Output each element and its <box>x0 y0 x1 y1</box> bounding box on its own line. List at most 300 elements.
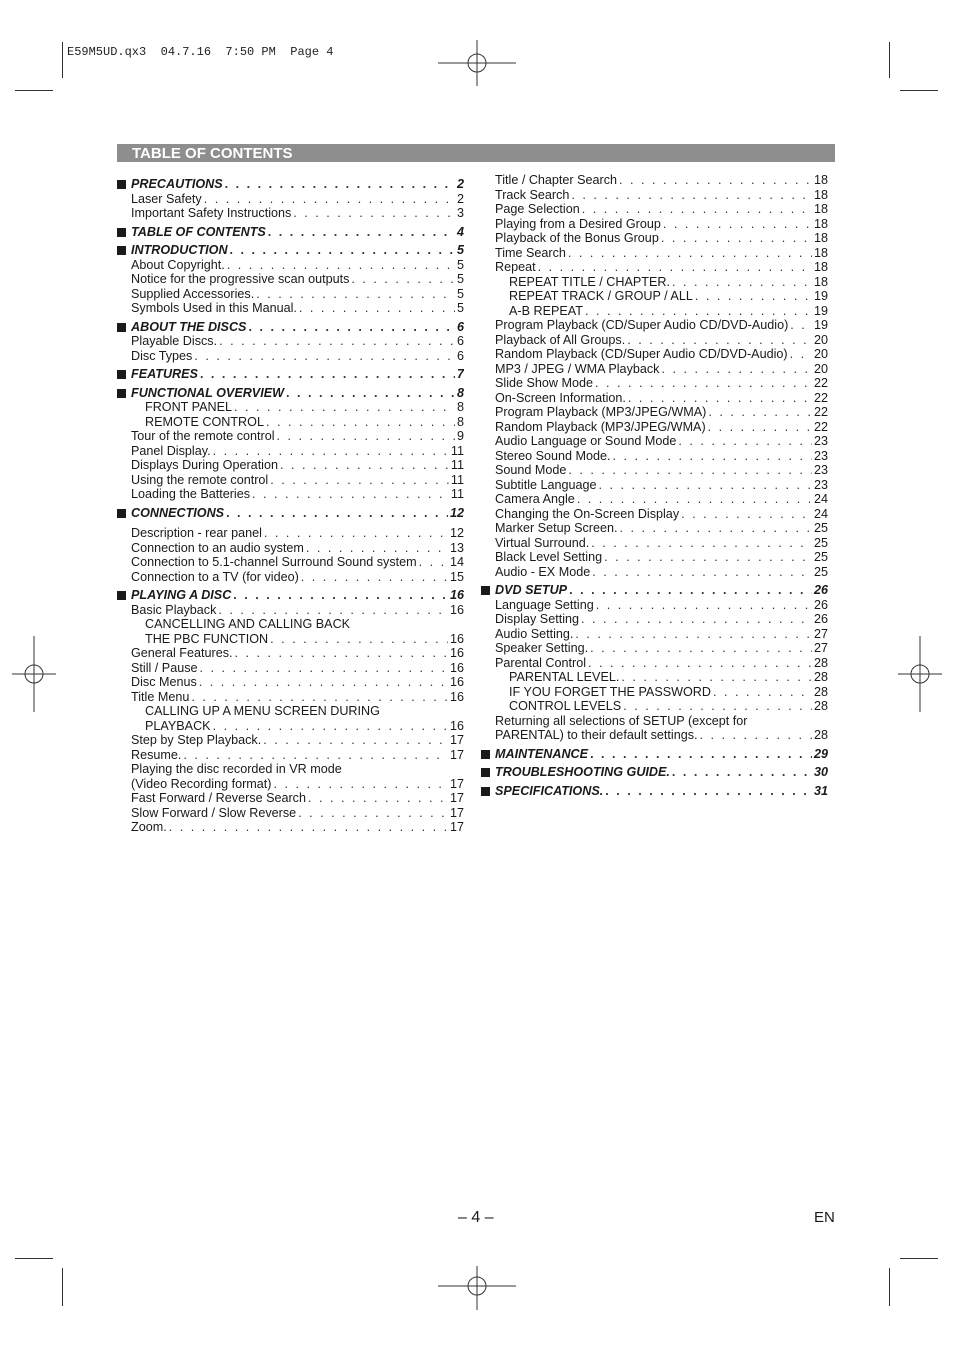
toc-page-number: 5 <box>456 301 464 315</box>
toc-entry-label <box>495 231 659 246</box>
toc-entry <box>480 612 828 627</box>
toc-page-number: 27 <box>813 626 828 641</box>
dot-leader <box>293 206 455 221</box>
dot-leader <box>619 173 812 188</box>
page-number: – 4 – <box>458 1209 494 1226</box>
toc-entry <box>480 685 828 700</box>
toc-entry-text: REPEAT TRACK / GROUP / ALL <box>509 289 693 303</box>
toc-page-number: 28 <box>813 670 828 684</box>
dot-leader <box>681 507 812 522</box>
toc-page-number: 18 <box>813 231 828 245</box>
toc-page-number: 19 <box>813 303 828 318</box>
toc-entry-text: Laser Safety <box>131 191 202 206</box>
toc-entry-text: Program Playback (MP3/JPEG/WMA) <box>495 405 707 419</box>
toc-entry-label <box>509 699 621 714</box>
dot-leader <box>268 225 455 240</box>
toc-entry-label <box>131 541 304 556</box>
dot-leader <box>627 333 812 348</box>
toc-entry <box>480 550 828 565</box>
toc-entry-label <box>495 318 788 333</box>
toc-entry-text: Tour of the remote control <box>131 429 275 443</box>
toc-entry-text: Parental Control <box>495 655 587 670</box>
toc-entry-label <box>495 565 590 580</box>
toc-page-number: 22 <box>813 405 828 419</box>
toc-page-number: 23 <box>813 448 828 463</box>
toc-entry-text: Displays During Operation <box>131 458 278 472</box>
toc-entry-text: PLAYBACK <box>145 718 211 733</box>
toc-page-number: 17 <box>449 791 464 805</box>
toc-section-entry <box>116 225 464 240</box>
toc-entry-text: Important Safety Instructions <box>131 206 292 220</box>
toc-page-number: 25 <box>813 550 828 564</box>
toc-entry-label <box>495 728 698 743</box>
toc-entry <box>480 714 828 729</box>
toc-entry <box>480 333 828 348</box>
toc-entry <box>116 400 464 415</box>
toc-entry-label <box>495 598 594 613</box>
dot-leader <box>599 478 812 493</box>
crop-mark <box>62 1268 63 1306</box>
print-header-stamp: E59M5UD.qx3 04.7.16 7:50 PM Page 4 <box>67 45 334 59</box>
toc-entry <box>480 699 828 714</box>
toc-entry-text: FUNCTIONAL OVERVIEW <box>131 385 284 400</box>
toc-entry-label <box>145 617 350 631</box>
toc-page-number: 2 <box>456 191 464 206</box>
dot-leader <box>264 526 448 541</box>
dot-leader <box>592 565 812 580</box>
dot-leader <box>713 685 812 700</box>
toc-page-number: 27 <box>813 641 828 655</box>
dot-leader <box>200 367 455 382</box>
dot-leader <box>581 612 812 627</box>
dot-leader <box>596 598 812 613</box>
toc-entry <box>480 318 828 333</box>
toc-page-number: 6 <box>456 319 464 334</box>
toc-entry <box>116 806 464 821</box>
toc-page-number: 19 <box>813 318 828 332</box>
toc-entry-label <box>480 747 588 762</box>
square-bullet-icon <box>117 323 126 332</box>
toc-page-number: 22 <box>813 376 828 390</box>
dot-leader <box>568 246 812 261</box>
dot-leader <box>213 719 448 734</box>
toc-page-number: 30 <box>813 765 828 779</box>
toc-page-number: 5 <box>456 257 464 272</box>
toc-page-number: 31 <box>813 783 828 798</box>
toc-page-number: 12 <box>449 526 464 540</box>
toc-page-number: 17 <box>449 747 464 762</box>
crop-mark <box>62 42 63 78</box>
toc-entry <box>116 301 464 316</box>
registration-mark-bottom <box>438 1266 516 1310</box>
toc-entry <box>116 541 464 556</box>
toc-entry-text: INTRODUCTION <box>131 243 228 257</box>
toc-entry <box>116 704 464 719</box>
toc-page-number: 26 <box>813 597 828 612</box>
dot-leader <box>595 376 812 391</box>
toc-entry-label <box>131 272 349 287</box>
toc-entry-text: PRECAUTIONS <box>131 177 223 191</box>
toc-entry-text: Subtitle Language <box>495 477 597 492</box>
toc-entry-label <box>116 243 228 258</box>
dot-leader <box>605 784 812 799</box>
toc-entry <box>116 820 464 835</box>
dot-leader <box>419 555 448 570</box>
toc-entry-text: Connection to an audio system <box>131 540 304 555</box>
toc-entry-label <box>495 478 597 493</box>
toc-entry <box>116 791 464 806</box>
toc-page-number: 17 <box>449 805 464 820</box>
toc-entry-label <box>495 202 580 217</box>
toc-entry-label <box>495 347 788 362</box>
toc-entry-label <box>131 570 299 585</box>
toc-page-number: 11 <box>450 443 464 458</box>
toc-entry-text: FRONT PANEL <box>145 400 233 414</box>
toc-entry-label <box>480 784 603 799</box>
dot-leader <box>569 583 812 598</box>
toc-entry-label <box>131 429 275 444</box>
toc-entry-text: Audio Language or Sound Mode <box>495 434 677 448</box>
toc-entry-label <box>495 627 573 642</box>
toc-page-number: 5 <box>456 243 464 257</box>
toc-entry-text: Speaker Setting. <box>495 641 589 655</box>
toc-entry-text: Playback of All Groups. <box>495 332 626 347</box>
toc-page-number: 13 <box>449 540 464 555</box>
toc-entry-label <box>495 391 626 406</box>
toc-entry <box>480 449 828 464</box>
toc-page-number: 23 <box>813 463 828 477</box>
toc-section-entry <box>116 506 464 521</box>
toc-entry-text: Panel Display. <box>131 443 211 458</box>
toc-entry-text: General Features. <box>131 646 233 660</box>
toc-entry-label <box>495 507 679 522</box>
dot-leader <box>621 670 812 685</box>
toc-entry-text: Virtual Surround. <box>495 535 590 550</box>
dot-leader <box>672 765 812 780</box>
toc-entry <box>116 570 464 585</box>
toc-entry <box>480 670 828 685</box>
toc-entry-label <box>131 646 233 661</box>
toc-entry-label <box>131 603 216 618</box>
dot-leader <box>273 777 448 792</box>
toc-section-entry <box>116 367 464 382</box>
registration-mark-top <box>438 40 516 86</box>
toc-entry <box>480 463 828 478</box>
dot-leader <box>219 334 455 349</box>
toc-entry <box>116 603 464 618</box>
toc-entry-label <box>495 463 566 478</box>
toc-entry-text: Playing the disc recorded in VR mode <box>131 762 342 776</box>
toc-entry <box>116 415 464 430</box>
toc-entry-text: Time Search <box>495 245 566 260</box>
toc-entry-text: Playback of the Bonus Group <box>495 231 659 245</box>
toc-page-number: 22 <box>813 419 828 434</box>
toc-left-column <box>116 173 464 835</box>
dot-leader <box>661 231 812 246</box>
toc-entry-label <box>116 320 246 335</box>
toc-page-number: 17 <box>449 776 464 791</box>
toc-entry-text: Loading the Batteries <box>131 487 251 501</box>
toc-entry <box>116 690 464 705</box>
toc-entry-label <box>131 748 181 763</box>
toc-entry <box>116 555 464 570</box>
toc-entry-label <box>495 362 659 377</box>
toc-entry-label <box>495 521 618 536</box>
toc-entry <box>480 275 828 290</box>
toc-entry-text: PLAYING A DISC <box>131 588 232 602</box>
toc-page-number: 7 <box>456 367 464 381</box>
toc-entry-text: Changing the On-Screen Display <box>495 506 680 521</box>
toc-entry-text: Audio - EX Mode <box>495 564 591 579</box>
toc-entry-label <box>495 420 706 435</box>
toc-entry-text: Notice for the progressive scan outputs <box>131 272 350 286</box>
toc-page-number: 6 <box>456 348 464 363</box>
toc-entry-label <box>495 333 625 348</box>
toc-entry-text: Zoom. <box>131 820 167 834</box>
toc-entry-text: Title / Chapter Search <box>495 173 618 187</box>
toc-page-number: 11 <box>450 458 464 472</box>
toc-entry-label <box>480 765 670 780</box>
toc-entry <box>480 376 828 391</box>
toc-entry <box>480 656 828 671</box>
toc-entry-label <box>495 434 676 449</box>
toc-entry-label <box>116 386 284 401</box>
toc-page-number: 3 <box>456 206 464 220</box>
toc-page-number: 5 <box>456 286 464 301</box>
dot-leader <box>672 275 812 290</box>
toc-page-number: 26 <box>813 612 828 626</box>
dot-leader <box>700 728 812 743</box>
toc-title-bar: TABLE OF CONTENTS <box>117 144 835 162</box>
toc-entry-label <box>131 487 250 502</box>
crop-mark <box>900 1258 938 1259</box>
toc-entry-text: TABLE OF CONTENTS <box>131 224 266 239</box>
toc-entry-text: Slow Forward / Slow Reverse <box>131 805 297 820</box>
toc-entry-text: PARENTAL LEVEL. <box>509 670 620 684</box>
toc-entry <box>116 661 464 676</box>
toc-entry <box>116 719 464 734</box>
toc-entry-text: TROUBLESHOOTING GUIDE. <box>495 765 670 779</box>
toc-page-number: 18 <box>813 173 828 187</box>
square-bullet-icon <box>117 509 126 518</box>
toc-entry-text: CONTROL LEVELS <box>509 699 622 713</box>
toc-entry-label <box>145 415 264 430</box>
toc-entry <box>480 391 828 406</box>
dot-leader <box>286 386 455 401</box>
crop-mark <box>15 90 53 91</box>
toc-entry <box>116 192 464 207</box>
toc-page-number: 23 <box>813 477 828 492</box>
toc-page-number: 6 <box>456 334 464 348</box>
square-bullet-icon <box>481 787 490 796</box>
toc-entry-label <box>131 733 261 748</box>
toc-entry <box>116 349 464 364</box>
toc-entry-label <box>131 555 417 570</box>
toc-page-number: 14 <box>449 555 464 569</box>
toc-entry-label <box>145 704 380 718</box>
dot-leader <box>252 487 449 502</box>
toc-entry-text: About Copyright. <box>131 257 225 272</box>
dot-leader <box>695 289 812 304</box>
toc-entry <box>480 347 828 362</box>
dot-leader <box>582 202 812 217</box>
toc-entry-text: Repeat <box>495 260 536 274</box>
toc-page-number: 19 <box>813 289 828 303</box>
toc-entry <box>116 458 464 473</box>
toc-entry <box>480 202 828 217</box>
toc-entry-label <box>131 287 254 302</box>
toc-entry-label <box>131 690 189 705</box>
dot-leader <box>183 748 448 763</box>
dot-leader <box>298 806 448 821</box>
toc-entry-text: DVD SETUP <box>495 583 568 597</box>
toc-entry-text: Audio Setting. <box>495 626 574 641</box>
dot-leader <box>233 588 448 603</box>
toc-section-entry <box>116 243 464 258</box>
dot-leader <box>678 434 812 449</box>
dot-leader <box>538 260 812 275</box>
dot-leader <box>577 492 812 507</box>
square-bullet-icon <box>481 750 490 759</box>
dot-leader <box>590 641 812 656</box>
dot-leader <box>306 541 448 556</box>
toc-entry-text: CONNECTIONS <box>131 505 225 520</box>
toc-page-number: 25 <box>813 564 828 579</box>
toc-entry-label <box>495 492 575 507</box>
dot-leader <box>301 570 448 585</box>
dot-leader <box>568 463 812 478</box>
toc-entry-text: Fast Forward / Reverse Search <box>131 791 306 805</box>
toc-entry-text: Using the remote control <box>131 472 269 487</box>
crop-mark <box>15 1258 53 1259</box>
toc-section-entry <box>116 386 464 401</box>
dot-leader <box>263 733 448 748</box>
dot-leader <box>226 506 448 521</box>
toc-entry-label <box>495 641 588 656</box>
toc-section-entry <box>480 583 828 598</box>
toc-entry-text: Playable Discs. <box>131 334 218 348</box>
dot-leader <box>591 536 812 551</box>
toc-entry-text: Display Setting <box>495 612 579 626</box>
toc-entry-text: On-Screen Information. <box>495 390 626 405</box>
toc-page-number: 15 <box>449 569 464 584</box>
toc-entry <box>116 272 464 287</box>
toc-entry-label <box>131 661 198 676</box>
toc-entry <box>116 444 464 459</box>
toc-entry-text: Description - rear panel <box>131 526 262 540</box>
toc-entry-label <box>131 334 217 349</box>
toc-entry <box>116 258 464 273</box>
dot-leader <box>585 304 812 319</box>
toc-entry-label <box>495 246 566 261</box>
toc-page-number: 9 <box>456 429 464 443</box>
toc-entry-text: Step by Step Playback. <box>131 733 262 747</box>
toc-entry-label <box>131 458 278 473</box>
toc-entry <box>480 420 828 435</box>
toc-entry <box>480 434 828 449</box>
toc-entry <box>480 173 828 188</box>
toc-entry-label <box>495 188 569 203</box>
dot-leader <box>225 177 455 192</box>
toc-page-number: 17 <box>449 820 464 834</box>
toc-entry-text: Track Search <box>495 187 570 202</box>
toc-entry-label <box>145 400 232 415</box>
dot-leader <box>604 550 812 565</box>
dot-leader <box>230 243 455 258</box>
toc-page-number: 18 <box>813 245 828 260</box>
toc-entry-label <box>131 192 202 207</box>
toc-entry-text: MAINTENANCE <box>495 746 589 761</box>
dot-leader <box>213 444 449 459</box>
toc-entry-label <box>116 588 231 603</box>
square-bullet-icon <box>117 370 126 379</box>
toc-entry-text: CANCELLING AND CALLING BACK <box>145 617 351 631</box>
toc-entry <box>480 536 828 551</box>
toc-entry-text: THE PBC FUNCTION <box>145 631 269 646</box>
toc-page-number: 11 <box>450 472 464 487</box>
toc-entry <box>480 405 828 420</box>
toc-page-number: 16 <box>449 631 464 646</box>
toc-page-number: 28 <box>813 655 828 670</box>
dot-leader <box>613 449 812 464</box>
toc-page-number: 12 <box>449 505 464 520</box>
toc-entry-text: Disc Types <box>131 348 193 363</box>
dot-leader <box>194 349 455 364</box>
square-bullet-icon <box>117 246 126 255</box>
toc-entry <box>480 492 828 507</box>
toc-page-number: 16 <box>449 646 464 660</box>
toc-entry-label <box>131 526 262 541</box>
dot-leader <box>790 318 812 333</box>
toc-entry-text: PARENTAL) to their default settings. <box>495 728 698 742</box>
toc-entry-label <box>131 349 192 364</box>
toc-entry-text: Slide Show Mode <box>495 376 594 390</box>
toc-entry-label <box>495 217 661 232</box>
toc-entry <box>480 260 828 275</box>
toc-page-number: 28 <box>813 699 828 713</box>
crop-mark <box>889 1268 890 1306</box>
toc-entry-label <box>131 675 197 690</box>
toc-entry-text: REPEAT TITLE / CHAPTER. <box>509 274 670 289</box>
toc-entry-label <box>495 550 602 565</box>
toc-entry-label <box>495 173 617 188</box>
toc-entry-label <box>131 791 306 806</box>
dot-leader <box>199 675 448 690</box>
toc-entry-label <box>495 656 586 671</box>
dot-leader <box>169 820 448 835</box>
dot-leader <box>270 632 448 647</box>
dot-leader <box>575 627 812 642</box>
toc-entry-text: Returning all selections of SETUP (except for <box>495 713 748 728</box>
toc-page-number: 25 <box>813 521 828 535</box>
dot-leader <box>620 521 812 536</box>
toc-entry-text: Basic Playback <box>131 602 217 617</box>
toc-entry <box>116 632 464 647</box>
toc-entry-label <box>509 275 670 290</box>
dot-leader <box>708 405 812 420</box>
dot-leader <box>351 272 455 287</box>
square-bullet-icon <box>117 228 126 237</box>
toc-entry-text: MP3 / JPEG / WMA Playback <box>495 361 660 376</box>
toc-entry-label <box>116 177 223 192</box>
toc-page-number: 16 <box>449 602 464 617</box>
toc-entry <box>480 728 828 743</box>
toc-entry <box>480 507 828 522</box>
toc-entry <box>116 777 464 792</box>
toc-page-number: 16 <box>449 588 464 602</box>
toc-section-entry <box>480 765 828 780</box>
dot-leader <box>308 791 448 806</box>
